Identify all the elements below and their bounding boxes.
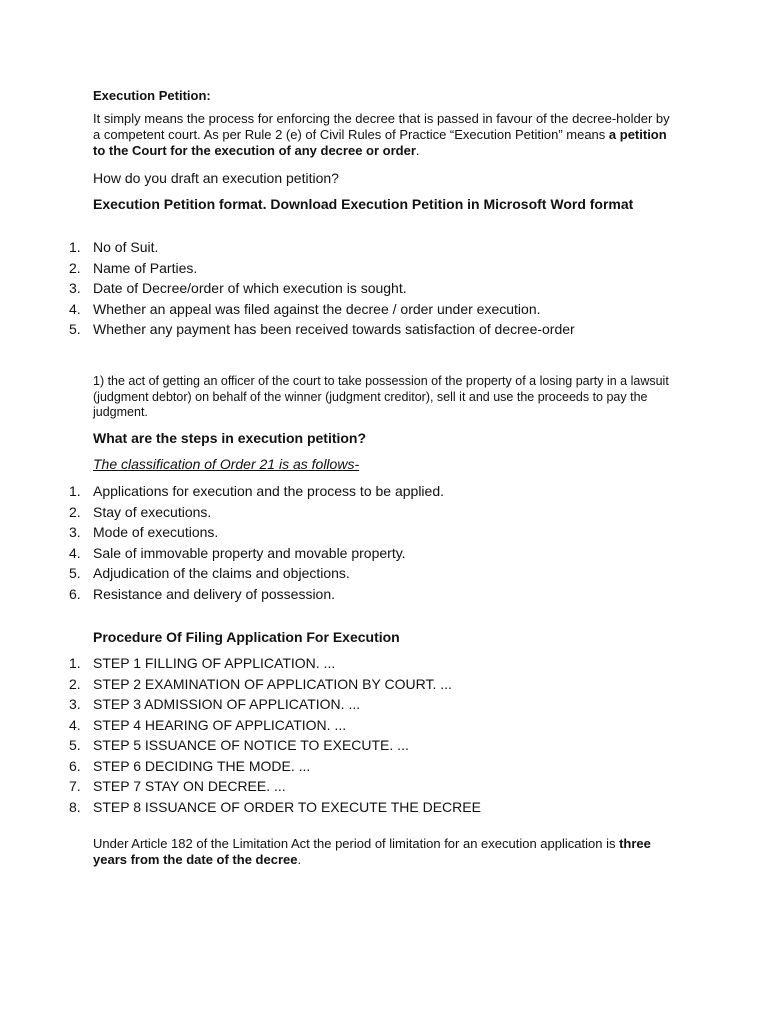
- list-item-text: Applications for execution and the process to be applied.: [93, 483, 445, 499]
- format-list-item: [69, 278, 673, 299]
- format-list: [69, 237, 673, 340]
- definition-paragraph: 1) the act of getting an officer of the court to take possession of the property of a losing party in a lawsuit (judgment debtor) on behalf of the winner (judgment creditor), sell it and use the proceeds to pay the judgment.: [93, 374, 669, 419]
- format-list-item: [69, 299, 673, 320]
- list-item-text: STEP 4 HEARING OF APPLICATION. ...: [93, 716, 347, 733]
- list-item-text: STEP 6 DECIDING THE MODE. ...: [93, 757, 311, 774]
- question-draft: How do you draft an execution petition?: [93, 170, 339, 186]
- list-number: 1.: [69, 655, 81, 671]
- definition-end: .: [415, 143, 420, 158]
- procedure-list-item: [69, 776, 673, 797]
- list-number: 3.: [69, 524, 81, 540]
- list-item-text: Mode of executions.: [93, 524, 219, 540]
- procedure-list: [69, 653, 673, 817]
- list-number: 7.: [69, 778, 81, 794]
- list-item-text: Stay of executions.: [93, 503, 212, 520]
- list-number: 3.: [69, 280, 81, 296]
- classification-list-item: [69, 543, 673, 564]
- classification-list: [69, 481, 673, 604]
- limitation-bold: three years from the date of the decree: [93, 836, 651, 867]
- definition-text: It simply means the process for enforcing the decree that is passed in favour of the decree-holder by a competent court. As per Rule 2 (e) of Civil Rules of Practice “Execution Petition” means: [93, 111, 670, 142]
- list-number: 5.: [69, 565, 81, 581]
- list-number: 6.: [69, 585, 81, 602]
- list-number: 4.: [69, 544, 81, 561]
- list-number: 6.: [69, 757, 81, 774]
- list-item-text: Adjudication of the claims and objections.: [93, 565, 350, 581]
- steps-heading: What are the steps in execution petition?: [93, 430, 367, 446]
- procedure-list-item: [69, 694, 673, 715]
- format-list-item: [69, 319, 673, 340]
- list-item-text: Sale of immovable property and movable property.: [93, 544, 406, 561]
- list-number: 5.: [69, 737, 81, 753]
- list-item-text: STEP 2 EXAMINATION OF APPLICATION BY COURT. ...: [93, 675, 452, 692]
- classification-list-item: [69, 502, 673, 523]
- list-number: 5.: [69, 321, 81, 337]
- execution-petition-definition: [93, 111, 678, 159]
- list-item-text: STEP 3 ADMISSION OF APPLICATION. ...: [93, 696, 361, 712]
- limitation-paragraph: [93, 836, 663, 868]
- list-number: 3.: [69, 696, 81, 712]
- procedure-list-item: [69, 715, 673, 736]
- procedure-list-item: [69, 756, 673, 777]
- list-item-text: STEP 8 ISSUANCE OF ORDER TO EXECUTE THE DECREE: [93, 798, 481, 815]
- procedure-list-item: [69, 653, 673, 674]
- list-item-text: STEP 5 ISSUANCE OF NOTICE TO EXECUTE. ...: [93, 737, 409, 753]
- list-item-text: STEP 7 STAY ON DECREE. ...: [93, 778, 286, 794]
- list-number: 4.: [69, 716, 81, 733]
- procedure-heading: Procedure Of Filing Application For Execution: [93, 629, 400, 645]
- list-item-text: No of Suit.: [93, 239, 159, 255]
- list-number: 2.: [69, 259, 81, 276]
- list-item-text: Whether any payment has been received towards satisfaction of decree-order: [93, 321, 575, 337]
- classification-list-item: [69, 522, 673, 543]
- procedure-list-item: [69, 797, 673, 818]
- list-item-text: STEP 1 FILLING OF APPLICATION. ...: [93, 655, 336, 671]
- format-list-item: [69, 258, 673, 279]
- list-number: 1.: [69, 483, 81, 499]
- classification-list-item: [69, 584, 673, 605]
- format-heading: Execution Petition format. Download Execution Petition in Microsoft Word format: [93, 196, 634, 212]
- list-item-text: Name of Parties.: [93, 259, 198, 276]
- list-number: 2.: [69, 503, 81, 520]
- procedure-list-item: [69, 674, 673, 695]
- definition-bold: a petition to the Court for the execution of any decree or order: [93, 127, 667, 158]
- list-item-text: Resistance and delivery of possession.: [93, 585, 336, 602]
- list-number: 4.: [69, 300, 81, 317]
- limitation-end: .: [297, 852, 302, 867]
- section-title-execution-petition: Execution Petition:: [93, 88, 211, 103]
- list-number: 2.: [69, 675, 81, 692]
- limitation-text: Under Article 182 of the Limitation Act the period of limitation for an execution application is: [93, 836, 620, 851]
- list-item-text: Whether an appeal was filed against the decree / order under execution.: [93, 300, 541, 317]
- classification-title: The classification of Order 21 is as follows-: [93, 456, 360, 472]
- format-list-item: [69, 237, 673, 258]
- list-item-text: Date of Decree/order of which execution is sought.: [93, 280, 407, 296]
- classification-list-item: [69, 481, 673, 502]
- classification-list-item: [69, 563, 673, 584]
- list-number: 8.: [69, 798, 81, 815]
- procedure-list-item: [69, 735, 673, 756]
- list-number: 1.: [69, 239, 81, 255]
